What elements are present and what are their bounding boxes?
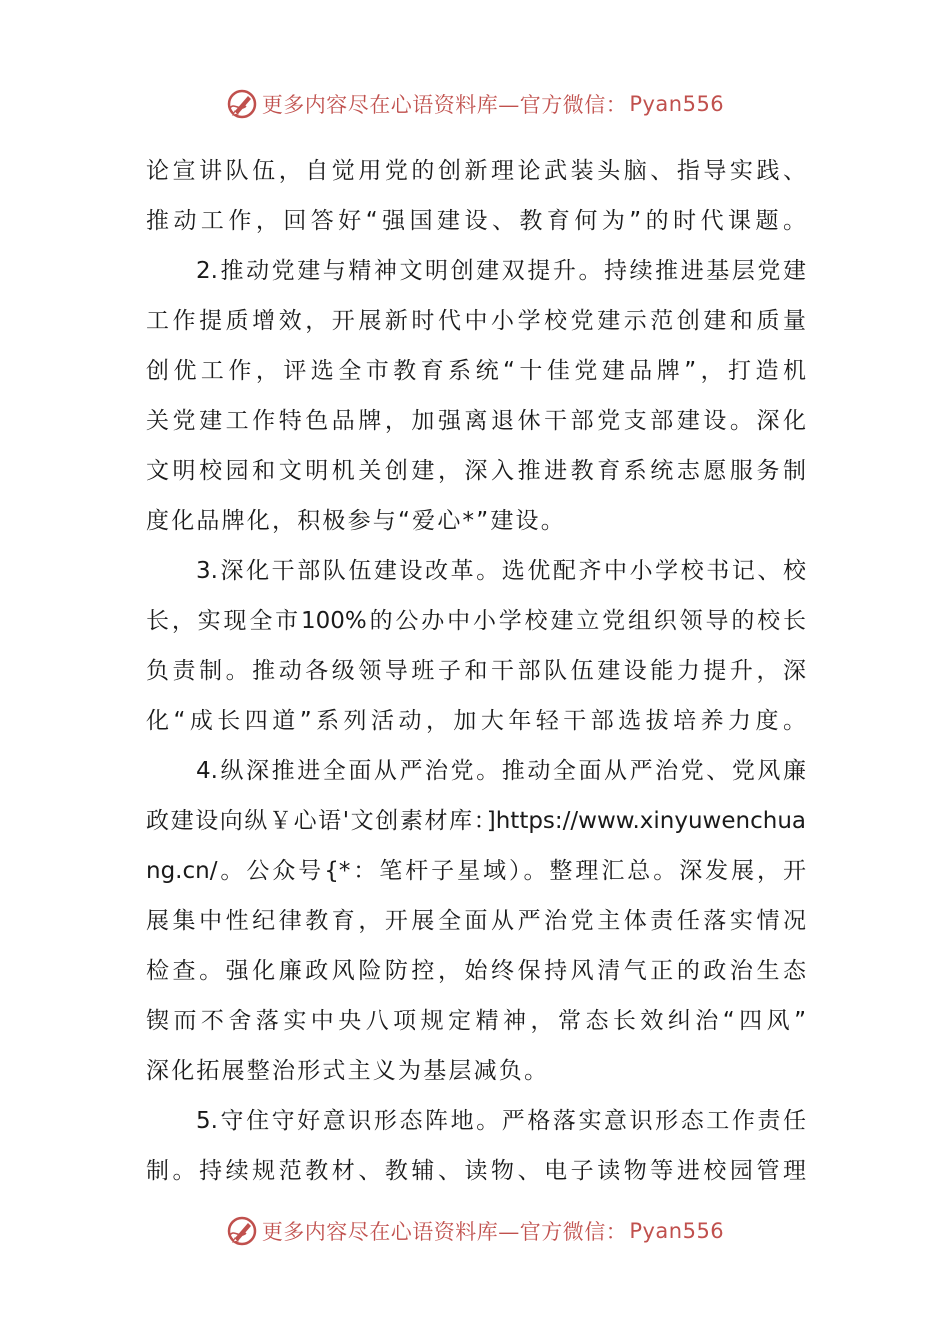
paragraph-start-line: 4.纵深推进全面从严治党。推动全面从严治党、党风廉 bbox=[196, 758, 806, 784]
text-line: 展集中性纪律教育，开展全面从严治党主体责任落实情况 bbox=[146, 908, 806, 934]
header-banner-text: 更多内容尽在心语资料库—官方微信： bbox=[261, 93, 628, 117]
paragraph-start-line: 2.推动党建与精神文明创建双提升。持续推进基层党建 bbox=[196, 258, 806, 284]
text-line: 关党建工作特色品牌，加强离退休干部党支部建设。深化 bbox=[146, 408, 806, 434]
text-line: 政建设向纵￥心语'文创素材库：]https://www.xinyuwenchua bbox=[146, 808, 806, 834]
pen-logo-icon bbox=[226, 1215, 258, 1247]
text-line: 制。持续规范教材、教辅、读物、电子读物等进校园管理 bbox=[146, 1158, 806, 1184]
text-line: 检查。强化廉政风险防控，始终保持风清气正的政治生态 bbox=[146, 958, 806, 984]
text-line: 论宣讲队伍，自觉用党的创新理论武装头脑、指导实践、 bbox=[146, 158, 806, 184]
text-line: 长，实现全市100%的公办中小学校建立党组织领导的校长 bbox=[146, 608, 806, 634]
footer-banner-contact: Pyan556 bbox=[629, 1219, 725, 1243]
footer-banner bbox=[0, 1211, 950, 1251]
header-banner bbox=[0, 84, 950, 124]
footer-banner-text: 更多内容尽在心语资料库—官方微信： bbox=[261, 1220, 628, 1244]
text-line: 化“成长四道”系列活动，加大年轻干部选拔培养力度。 bbox=[146, 708, 806, 734]
text-line: 推动工作，回答好“强国建设、教育何为”的时代课题。 bbox=[146, 208, 806, 234]
header-banner-contact: Pyan556 bbox=[629, 92, 725, 116]
text-line: 锲而不舍落实中央八项规定精神，常态长效纠治“四风” bbox=[146, 1008, 806, 1034]
text-line: 工作提质增效，开展新时代中小学校党建示范创建和质量 bbox=[146, 308, 806, 334]
text-line: ng.cn/。公众号{*：笔杆子星域）。整理汇总。深发展，开 bbox=[146, 858, 806, 884]
pen-logo-icon bbox=[226, 88, 258, 120]
paragraph-start-line: 3.深化干部队伍建设改革。选优配齐中小学校书记、校 bbox=[196, 558, 806, 584]
paragraph-start-line: 5.守住守好意识形态阵地。严格落实意识形态工作责任 bbox=[196, 1108, 806, 1134]
text-line: 负责制。推动各级领导班子和干部队伍建设能力提升，深 bbox=[146, 658, 806, 684]
text-line: 深化拓展整治形式主义为基层减负。 bbox=[146, 1058, 550, 1084]
text-line: 度化品牌化，积极参与“爱心*”建设。 bbox=[146, 508, 566, 534]
document-body bbox=[146, 146, 806, 1196]
text-line: 文明校园和文明机关创建，深入推进教育系统志愿服务制 bbox=[146, 458, 806, 484]
text-line: 创优工作，评选全市教育系统“十佳党建品牌”，打造机 bbox=[146, 358, 806, 384]
